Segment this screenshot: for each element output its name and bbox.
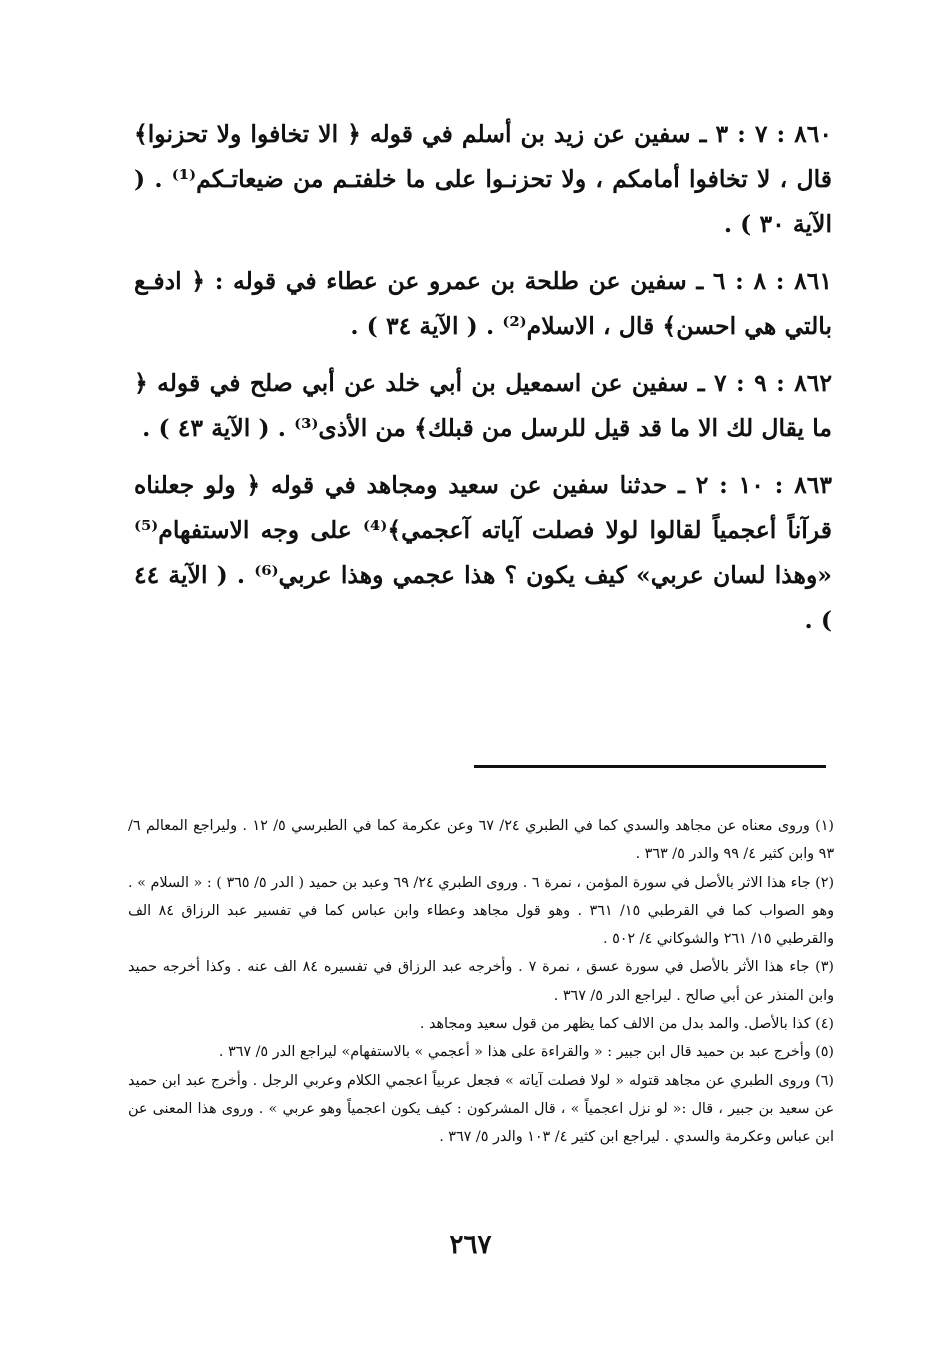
entry-863: ٨٦٣ : ١٠ : ٢ ـ حدثنا سفين عن سعيد ومجاهد في قوله ﴿ ولو جعلناه قرآناً أعجمياً لقالوا لولا فصلت آياته آعجمي﴾⁽⁴⁾ على وجه الاستفهام⁽⁵⁾ «وهذا لسان عربي» كيف يكون ؟ هذا عجمي وهذا عربي⁽⁶⁾ . ( الآية ٤٤ ) . <box>134 471 833 634</box>
footnote-divider <box>474 765 826 768</box>
footnote-3: (٣) جاء هذا الأثر بالأصل في سورة عسق ، نمرة ٧ . وأخرجه عبد الرزاق في تفسيره ٨٤ الف عنه . وكذا أخرجه حميد وابن المنذر عن أبي صالح . ليراجع الدر ٥/ ٣٦٧ . <box>128 959 834 1004</box>
footnote-6: (٦) وروى الطبري عن مجاهد قتوله « لولا فصلت آياته » فجعل عربياً اعجمي الكلام وعربي الرجل . وأخرج عبد ابن حميد عن سعيد بن جبير ، قال :« لو نزل اعجمياً » ، قال المشركون : كيف يكون اعجمياً وهو عربي » . وروى هذا المعنى عن ابن عباس وعكرمة والسدي . ليراجع ابن كثير ٤/ ١٠٣ والدر ٥/ ٣٦٧ . <box>128 1072 834 1146</box>
entry-861: ٨٦١ : ٨ : ٦ ـ سفين عن طلحة بن عمرو عن عطاء في قوله : ﴿ ادفـع بالتي هي احسن﴾ قال ، الاسلام⁽²⁾ . ( الآية ٣٤ ) . <box>134 267 832 340</box>
footnote-4: (٤) كذا بالأصل. والمد بدل من الالف كما يظهر من قول سعيد ومجاهد . <box>419 1016 834 1033</box>
footnote-1: (١) وروى معناه عن مجاهد والسدي كما في الطبري ٢٤/ ٦٧ وعن عكرمة كما في الطبرسي ٥/ ١٢ . وليراجع المعالم ٦/ ٩٣ وابن كثير ٤/ ٩٩ والدر ٥/ ٣٦٣ . <box>128 818 834 863</box>
footnote-2: (٢) جاء هذا الاثر بالأصل في سورة المؤمن ، نمرة ٦ . وروى الطبري ٢٤/ ٦٩ وعبد بن حميد ( الدر ٥/ ٣٦٥ ) : « السلام » . وهو الصواب كما في القرطبي ١٥/ ٣٦١ . وهو قول مجاهد وعطاء وابن عباس كما في تفسير عبد الرزاق ٨٤ الف والقرطبي ١٥/ ٢٦١ والشوكاني ٤/ ٥٠٢ . <box>128 874 835 948</box>
footnote-5: (٥) وأخرج عبد بن حميد قال ابن جبير : « والقراءة على هذا « أعجمي » بالاستفهام» ليراجع الدر ٥/ ٣٦٧ . <box>218 1044 834 1061</box>
entry-860: ٨٦٠ : ٧ : ٣ ـ سفين عن زيد بن أسلم في قوله ﴿ الا تخافوا ولا تحزنوا﴾ قال ، لا تخافوا أمامكم ، ولا تحزنـوا على ما خلفتـم من ضيعاتـكم⁽¹⁾ . ( الآية ٣٠ ) . <box>134 120 832 238</box>
main-text <box>134 112 832 655</box>
entry-862: ٨٦٢ : ٩ : ٧ ـ سفين عن اسمعيل بن أبي خلد عن أبي صلح في قوله ﴿ ما يقال لك الا ما قد قيل للرسل من قبلك﴾ من الأذى⁽³⁾ . ( الآية ٤٣ ) . <box>134 369 832 442</box>
footnotes <box>128 812 834 1152</box>
page-number: ٢٦٧ <box>449 1230 492 1260</box>
